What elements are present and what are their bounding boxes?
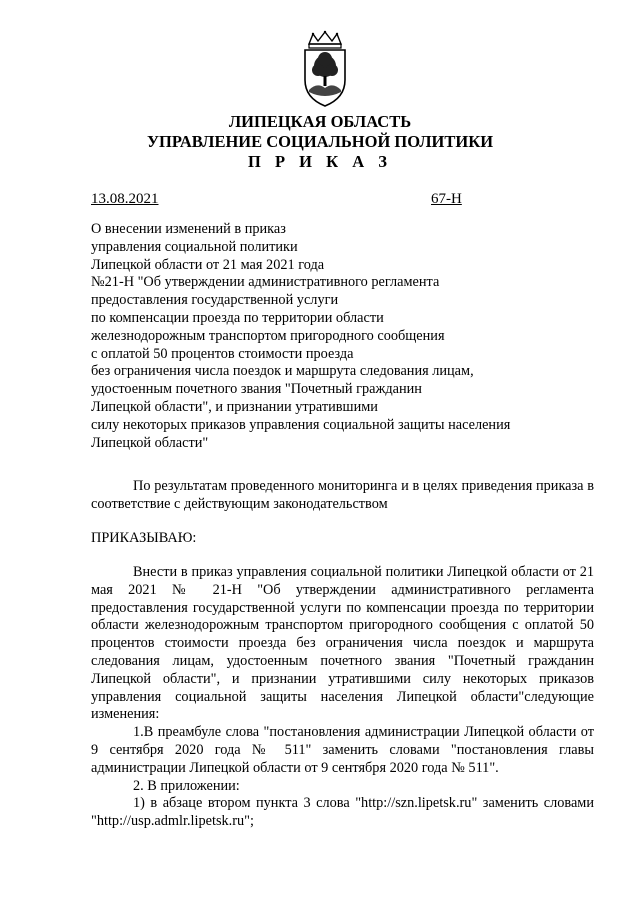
preamble-block [91,478,594,514]
document-type-title: П Р И К А З [248,152,392,171]
order-body [91,564,594,831]
subject-line: силу некоторых приказов управления социальной защиты населения [91,416,511,433]
region-title: ЛИПЕЦКАЯ ОБЛАСТЬ [228,112,412,131]
order-item-1: 1.В преамбуле слова "постановления администрации Липецкой области от 9 сентября 2020 года № 511" заменить словами "постановления главы администрации Липецкой области от 9 сентября 2020 года № 511". [91,724,594,776]
document-number: 67-Н [431,191,462,207]
document-subject [91,221,591,452]
subject-line: Липецкой области от 21 мая 2021 года [91,256,325,273]
subject-line: Липецкой области" [91,434,209,451]
order-word: ПРИКАЗЫВАЮ: [91,530,197,546]
subject-line: Липецкой области", и признании утратившими [91,398,378,415]
document-date: 13.08.2021 [91,191,159,207]
subject-line: с оплатой 50 процентов стоимости проезда [91,345,354,362]
preamble-text: По результатам проведенного мониторинга и в целях приведения приказа в соответствие с действующим законодательством [91,478,594,512]
department-title: УПРАВЛЕНИЕ СОЦИАЛЬНОЙ ПОЛИТИКИ [146,132,494,151]
subject-line: без ограничения числа поездок и маршрута следования лицам, [91,363,474,380]
subject-line: удостоенным почетного звания "Почетный гражданин [91,381,422,398]
order-intro: Внести в приказ управления социальной политики Липецкой области от 21 мая 2021 № 21-Н "Об утверждении административного регламента предоставления государственной услуги по компенсации проезда по территории области железнодорожным транспортом пригородного сообщения с оплатой 50 процентов стоимости проезда без ограничения числа поездок и маршрута следования лицам, удостоенным почетного звания "Почетный гражданин Липецкой области", и признании утратившими силу некоторых приказов управления социальной защиты населения Липецкой области"следующие изменения: [91,564,594,723]
coat-of-arms-icon [299,30,351,108]
subject-line: №21-Н "Об утверждении административного регламента [91,274,440,291]
order-item-2-1: 1) в абзаце втором пункта 3 слова "http://szn.lipetsk.ru" заменить словами "http://usp.admlr.lipetsk.ru"; [91,795,594,830]
subject-line: управления социальной политики [91,238,298,255]
order-item-2: 2. В приложении: [133,777,240,794]
subject-line: железнодорожным транспортом пригородного сообщения [91,327,445,344]
subject-line: предоставления государственной услуги [91,292,339,309]
subject-line: О внесении изменений в приказ [91,221,286,237]
subject-line: по компенсации проезда по территории области [91,309,384,326]
